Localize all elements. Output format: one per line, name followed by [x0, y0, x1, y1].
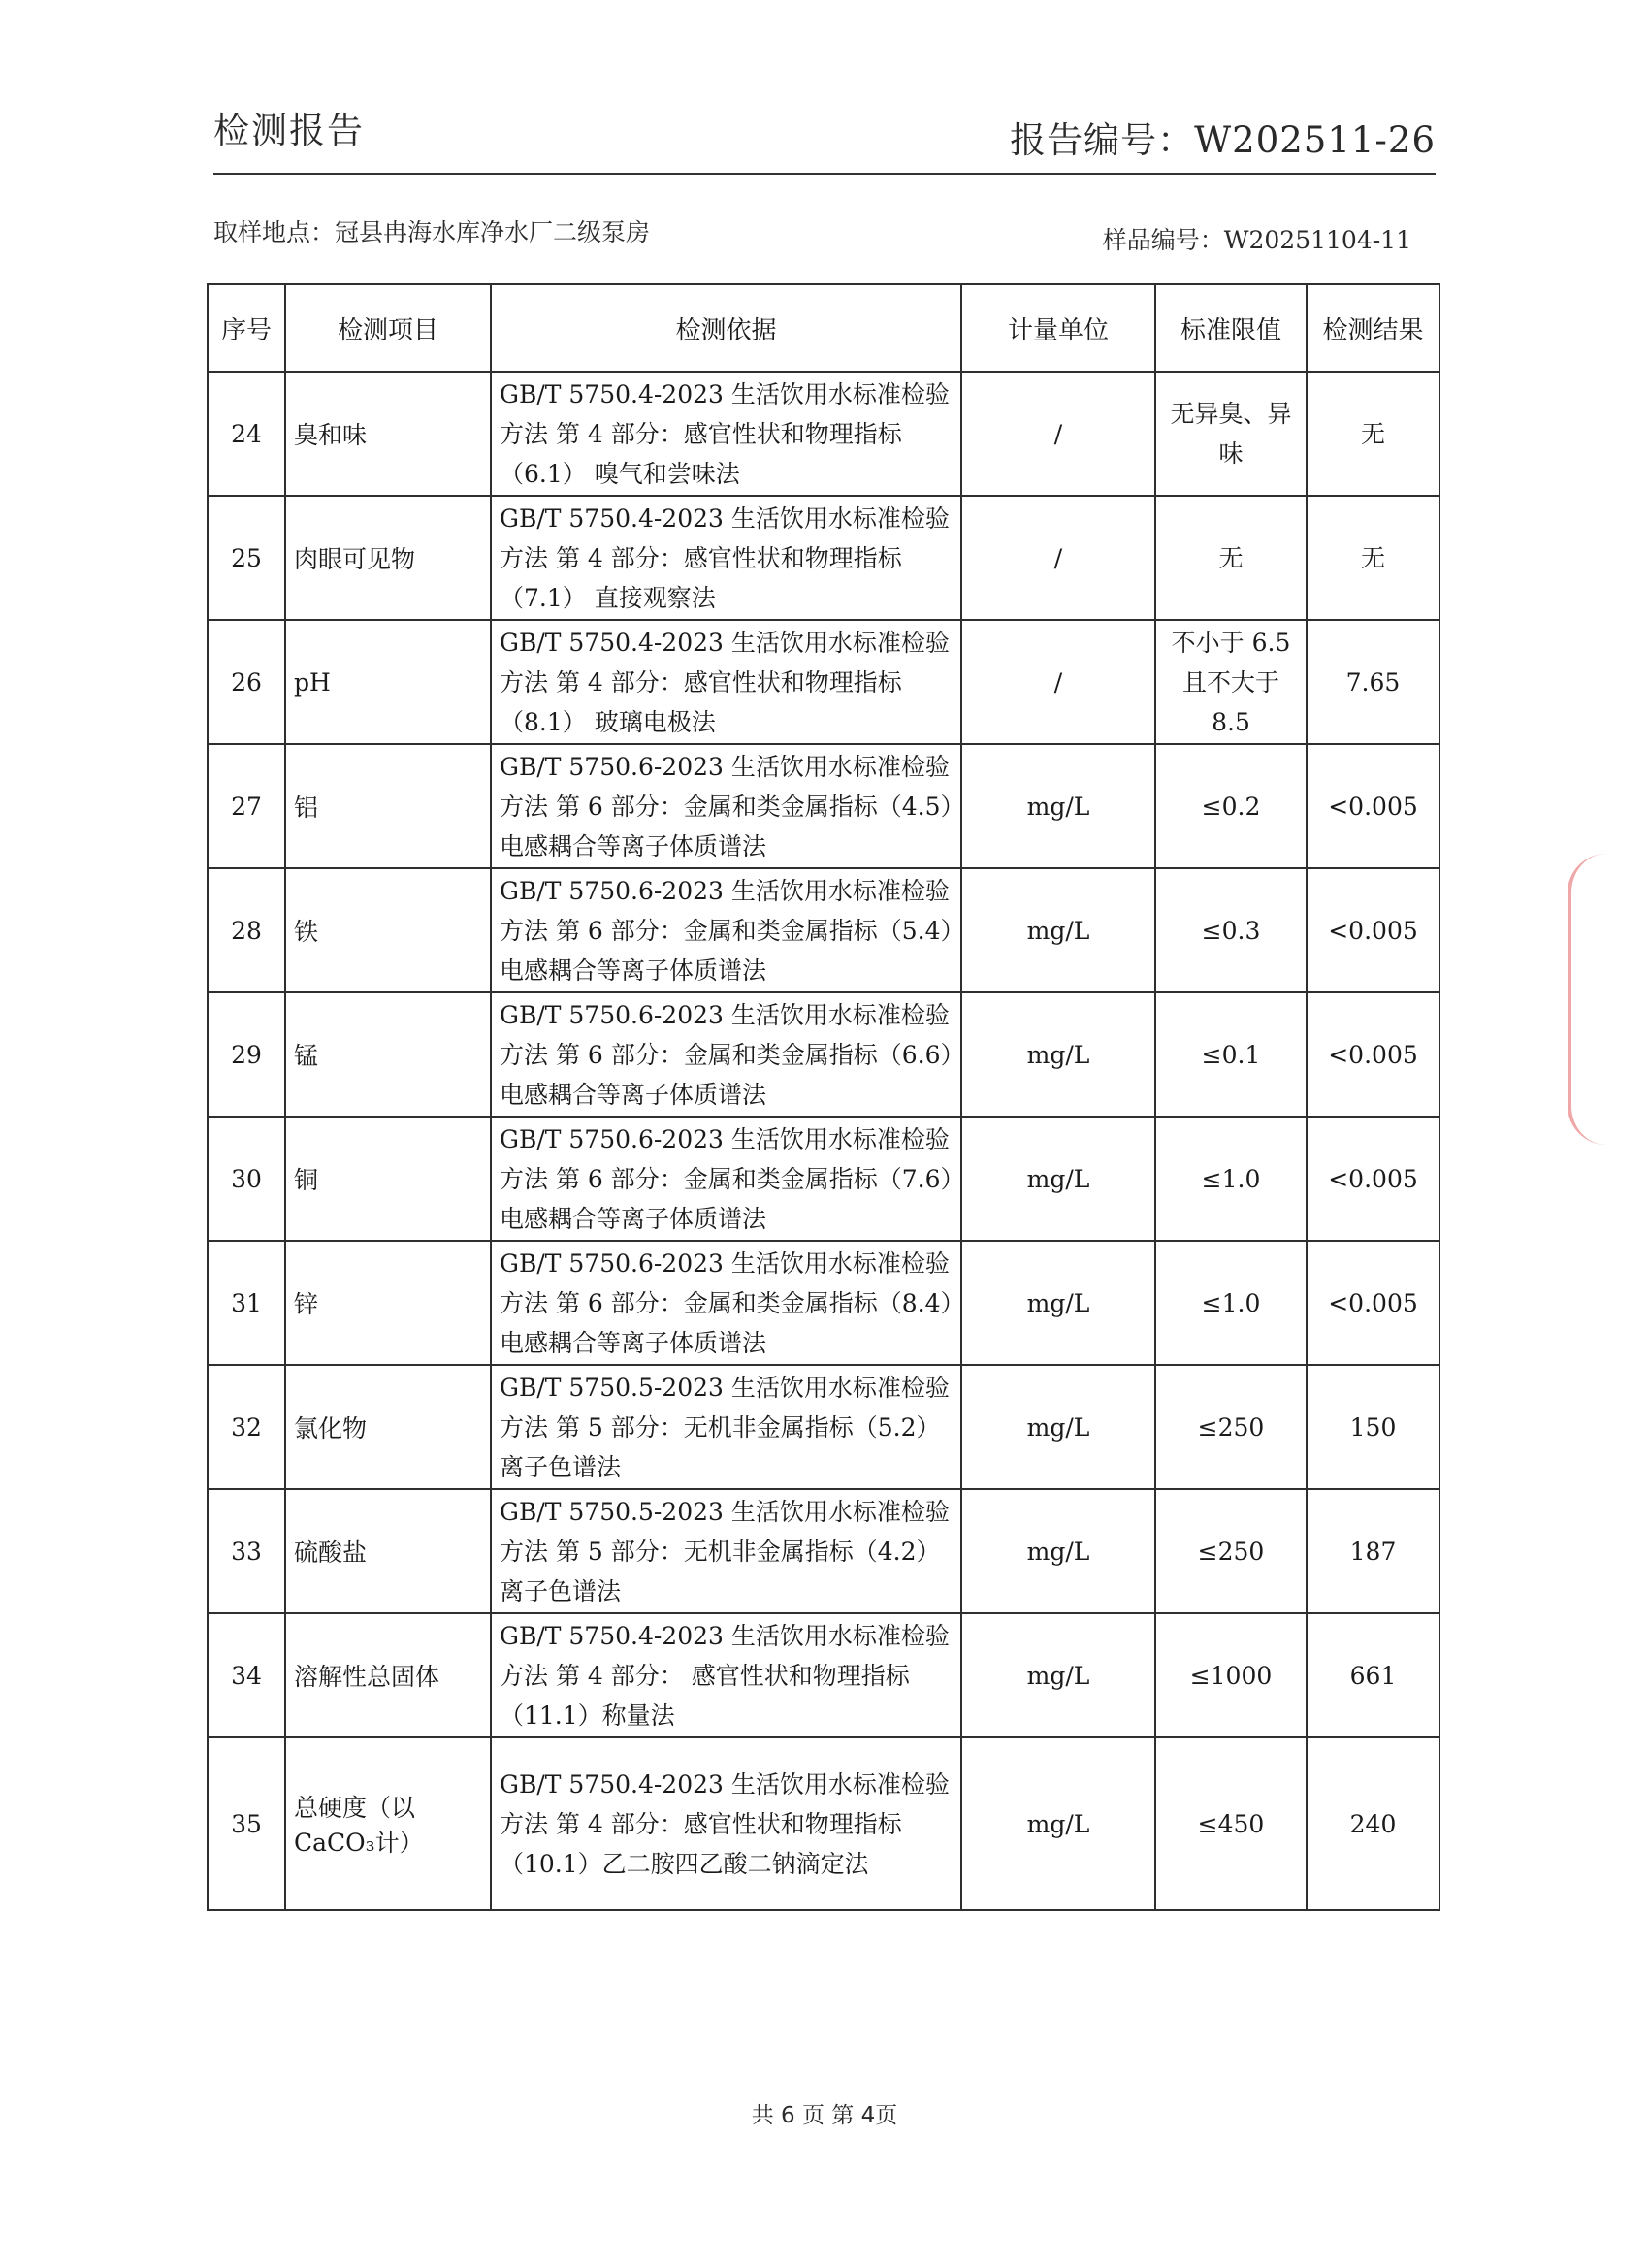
cell-basis: GB/T 5750.4-2023 生活饮用水标准检验方法 第 4 部分：感官性状和物理指标（6.1） 嗅气和尝味法: [491, 372, 961, 496]
cell-result: 150: [1307, 1365, 1439, 1489]
cell-unit: mg/L: [961, 744, 1155, 868]
table-row: [208, 1737, 1439, 1910]
cell-no: 34: [208, 1613, 285, 1737]
cell-result: <0.005: [1307, 1241, 1439, 1365]
table-row: [208, 992, 1439, 1117]
table-row: [208, 1365, 1439, 1489]
report-number: [1010, 111, 1436, 163]
cell-item: 锰: [285, 992, 491, 1117]
cell-basis: GB/T 5750.5-2023 生活饮用水标准检验方法 第 5 部分：无机非金属指标（5.2）离子色谱法: [491, 1365, 961, 1489]
cell-result: 187: [1307, 1489, 1439, 1613]
cell-limit: ≤0.3: [1155, 868, 1307, 992]
cell-result: 7.65: [1307, 620, 1439, 744]
table-row: [208, 868, 1439, 992]
cell-no: 32: [208, 1365, 285, 1489]
table-row: [208, 372, 1439, 496]
cell-item: 臭和味: [285, 372, 491, 496]
cell-unit: /: [961, 620, 1155, 744]
table-row: [208, 620, 1439, 744]
report-title: 检测报告: [213, 110, 365, 151]
cell-no: 26: [208, 620, 285, 744]
report-number-value: W202511-26: [1194, 119, 1436, 161]
cell-no: 35: [208, 1737, 285, 1910]
cell-basis: GB/T 5750.6-2023 生活饮用水标准检验方法 第 6 部分：金属和类金属指标（8.4）电感耦合等离子体质谱法: [491, 1241, 961, 1365]
cell-limit: 无: [1155, 496, 1307, 620]
cell-no: 33: [208, 1489, 285, 1613]
cell-limit: ≤1.0: [1155, 1241, 1307, 1365]
sample-number-label: 样品编号：: [1102, 226, 1224, 254]
cell-limit: ≤0.1: [1155, 992, 1307, 1117]
cell-unit: mg/L: [961, 1489, 1155, 1613]
cell-basis: GB/T 5750.4-2023 生活饮用水标准检验方法 第 4 部分：感官性状和物理指标 （10.1）乙二胺四乙酸二钠滴定法: [491, 1737, 961, 1910]
table-row: [208, 496, 1439, 620]
cell-basis: GB/T 5750.4-2023 生活饮用水标准检验方法 第 4 部分：感官性状和物理指标（7.1） 直接观察法: [491, 496, 961, 620]
cell-limit: ≤450: [1155, 1737, 1307, 1910]
cell-basis: GB/T 5750.4-2023 生活饮用水标准检验方法 第 4 部分： 感官性状和物理指标（11.1）称量法: [491, 1613, 961, 1737]
cell-unit: mg/L: [961, 992, 1155, 1117]
cell-result: <0.005: [1307, 744, 1439, 868]
cell-unit: /: [961, 372, 1155, 496]
sampling-location-label: 取样地点：: [213, 218, 336, 246]
header-unit: 计量单位: [961, 284, 1155, 372]
report-number-label: 报告编号：: [1010, 119, 1195, 161]
cell-item: pH: [285, 620, 491, 744]
cell-unit: mg/L: [961, 1613, 1155, 1737]
cell-limit: ≤1000: [1155, 1613, 1307, 1737]
cell-basis: GB/T 5750.6-2023 生活饮用水标准检验方法 第 6 部分：金属和类金属指标（7.6）电感耦合等离子体质谱法: [491, 1117, 961, 1241]
cell-result: 无: [1307, 496, 1439, 620]
page-footer: 共 6 页 第 4页: [751, 2103, 898, 2128]
results-table: [207, 283, 1440, 1911]
table-row: [208, 744, 1439, 868]
cell-no: 28: [208, 868, 285, 992]
cell-no: 29: [208, 992, 285, 1117]
sample-number: [1103, 221, 1411, 256]
cell-unit: mg/L: [961, 1117, 1155, 1241]
cell-basis: GB/T 5750.6-2023 生活饮用水标准检验方法 第 6 部分：金属和类金属指标（5.4）电感耦合等离子体质谱法: [491, 868, 961, 992]
cell-item: 铁: [285, 868, 491, 992]
table-header-row: [208, 284, 1439, 372]
table-row: [208, 1613, 1439, 1737]
cell-item: 铜: [285, 1117, 491, 1241]
cell-item: 溶解性总固体: [285, 1613, 491, 1737]
header-result: 检测结果: [1307, 284, 1439, 372]
cell-unit: mg/L: [961, 868, 1155, 992]
cell-no: 30: [208, 1117, 285, 1241]
cell-unit: /: [961, 496, 1155, 620]
header-divider: [213, 173, 1436, 175]
cell-result: <0.005: [1307, 992, 1439, 1117]
header-basis: 检测依据: [491, 284, 961, 372]
cell-unit: mg/L: [961, 1365, 1155, 1489]
cell-item: 总硬度（以CaCO₃计）: [285, 1737, 491, 1910]
cell-result: 240: [1307, 1737, 1439, 1910]
cell-result: <0.005: [1307, 868, 1439, 992]
cell-item: 铝: [285, 744, 491, 868]
cell-limit: ≤250: [1155, 1489, 1307, 1613]
header-limit: 标准限值: [1155, 284, 1307, 372]
header-item: 检测项目: [285, 284, 491, 372]
table-row: [208, 1489, 1439, 1613]
cell-limit: ≤0.2: [1155, 744, 1307, 868]
cell-basis: GB/T 5750.5-2023 生活饮用水标准检验方法 第 5 部分：无机非金属指标（4.2）离子色谱法: [491, 1489, 961, 1613]
cell-limit: 不小于 6.5 且不大于 8.5: [1155, 620, 1307, 744]
cell-basis: GB/T 5750.6-2023 生活饮用水标准检验方法 第 6 部分：金属和类金属指标（4.5）电感耦合等离子体质谱法: [491, 744, 961, 868]
cell-item: 硫酸盐: [285, 1489, 491, 1613]
cell-no: 27: [208, 744, 285, 868]
sampling-location-value: 冠县冉海水库净水厂二级泵房: [335, 218, 651, 246]
cell-item: 氯化物: [285, 1365, 491, 1489]
cell-unit: mg/L: [961, 1241, 1155, 1365]
cell-no: 25: [208, 496, 285, 620]
cell-item: 锌: [285, 1241, 491, 1365]
cell-item: 肉眼可见物: [285, 496, 491, 620]
cell-unit: mg/L: [961, 1737, 1155, 1910]
cell-basis: GB/T 5750.4-2023 生活饮用水标准检验方法 第 4 部分：感官性状和物理指标（8.1） 玻璃电极法: [491, 620, 961, 744]
sampling-location: [213, 213, 650, 248]
cell-limit: ≤1.0: [1155, 1117, 1307, 1241]
table-row: [208, 1241, 1439, 1365]
cell-basis: GB/T 5750.6-2023 生活饮用水标准检验方法 第 6 部分：金属和类金属指标（6.6）电感耦合等离子体质谱法: [491, 992, 961, 1117]
cell-result: 无: [1307, 372, 1439, 496]
sample-number-value: W20251104-11: [1223, 226, 1411, 254]
header-no: 序号: [208, 284, 285, 372]
cell-limit: ≤250: [1155, 1365, 1307, 1489]
seal-stamp: [1568, 854, 1630, 1145]
table-row: [208, 1117, 1439, 1241]
cell-no: 24: [208, 372, 285, 496]
cell-result: <0.005: [1307, 1117, 1439, 1241]
cell-no: 31: [208, 1241, 285, 1365]
cell-result: 661: [1307, 1613, 1439, 1737]
cell-limit: 无异臭、异味: [1155, 372, 1307, 496]
